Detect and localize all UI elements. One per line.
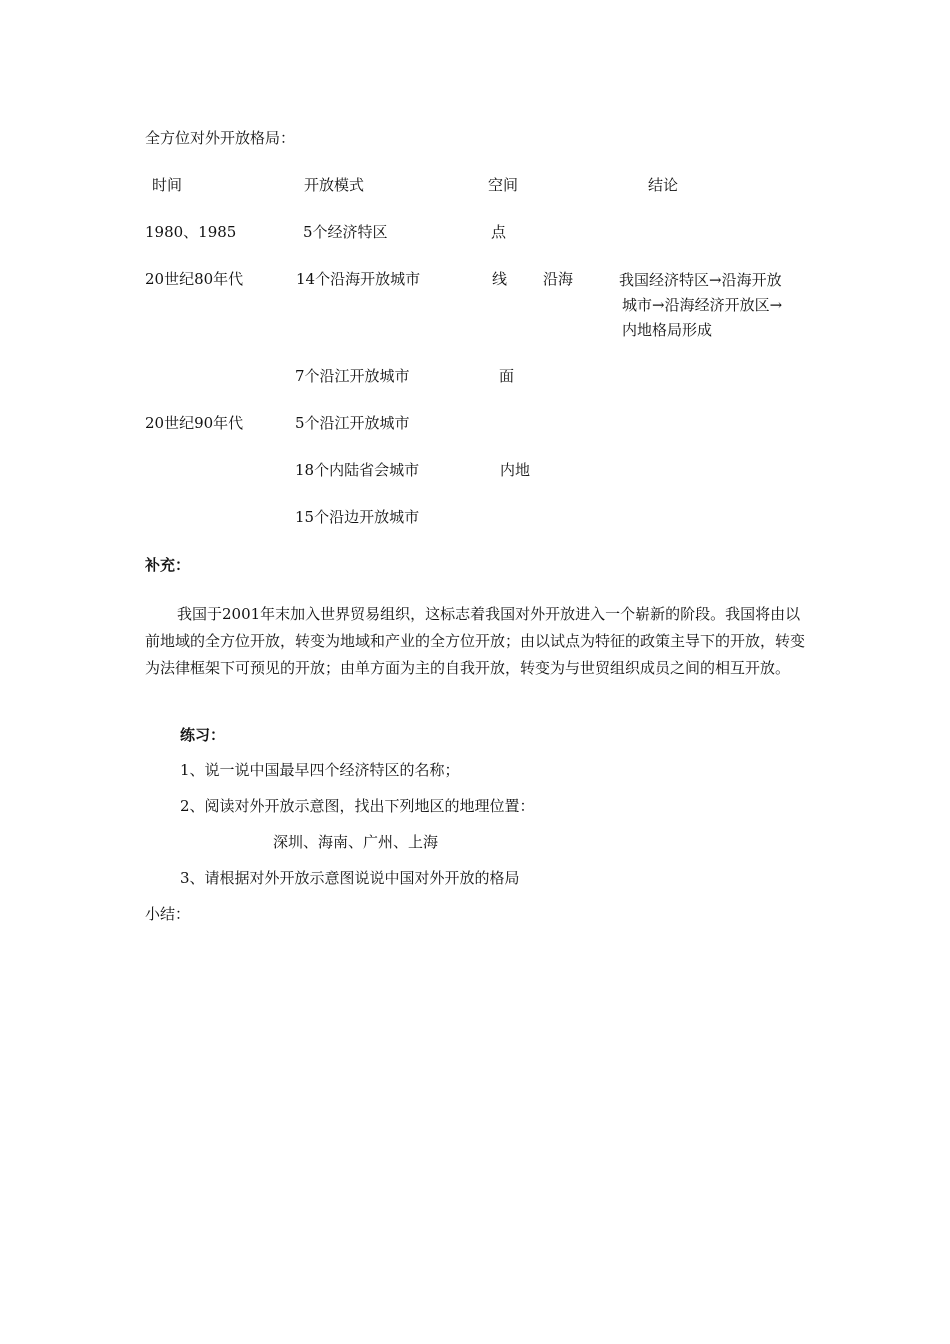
exercise-title: 练习： xyxy=(180,726,226,744)
row4-time: 20世纪90年代 xyxy=(145,414,244,432)
exercise-item-1: 1、说一说中国最早四个经济特区的名称； xyxy=(180,761,460,779)
supplement-paragraph: 我国于2001年末加入世界贸易组织，这标志着我国对外开放进入一个崭新的阶段。我国将由以前地域的全方位开放，转变为地域和产业的全方位开放；由以试点为特征的政策主导下的开放，转变为法律框架下可预见的开放；由单方面为主的自我开放，转变为与世贸组织成员之间的相互开放。 xyxy=(145,605,806,677)
conclusion-line-3: 内地格局形成 xyxy=(622,321,713,339)
row5-space: 内地 xyxy=(500,461,531,479)
row4-mode: 5个沿江开放城市 xyxy=(295,414,410,432)
row1-time: 1980、1985 xyxy=(145,223,237,241)
row2-space: 线 xyxy=(492,270,508,288)
header-space: 空间 xyxy=(488,176,519,194)
conclusion-line-2: 城市→沿海经济开放区→ xyxy=(622,296,783,314)
summary-label: 小结： xyxy=(145,905,191,923)
exercise-item-2: 2、阅读对外开放示意图，找出下列地区的地理位置： xyxy=(180,797,535,815)
row2-time: 20世纪80年代 xyxy=(145,270,244,288)
row2-mode: 14个沿海开放城市 xyxy=(296,270,421,288)
header-mode: 开放模式 xyxy=(304,176,365,194)
row6-mode: 15个沿边开放城市 xyxy=(295,508,420,526)
exercise-item-2-places: 深圳、海南、广州、上海 xyxy=(273,833,439,851)
conclusion-text xyxy=(619,268,819,343)
exercise-item-3: 3、请根据对外开放示意图说说中国对外开放的格局 xyxy=(180,869,520,887)
conclusion-line-1: 我国经济特区→沿海开放 xyxy=(619,271,782,289)
row3-mode: 7个沿江开放城市 xyxy=(295,367,410,385)
row5-mode: 18个内陆省会城市 xyxy=(295,461,420,479)
section-heading: 全方位对外开放格局： xyxy=(145,129,296,147)
supplement-title: 补充： xyxy=(145,556,191,574)
header-time: 时间 xyxy=(152,176,183,194)
row3-space: 面 xyxy=(499,367,515,385)
row1-mode: 5个经济特区 xyxy=(303,223,388,241)
row2-space-detail: 沿海 xyxy=(543,270,574,288)
header-conclusion: 结论 xyxy=(648,176,679,194)
row1-space: 点 xyxy=(491,223,507,241)
